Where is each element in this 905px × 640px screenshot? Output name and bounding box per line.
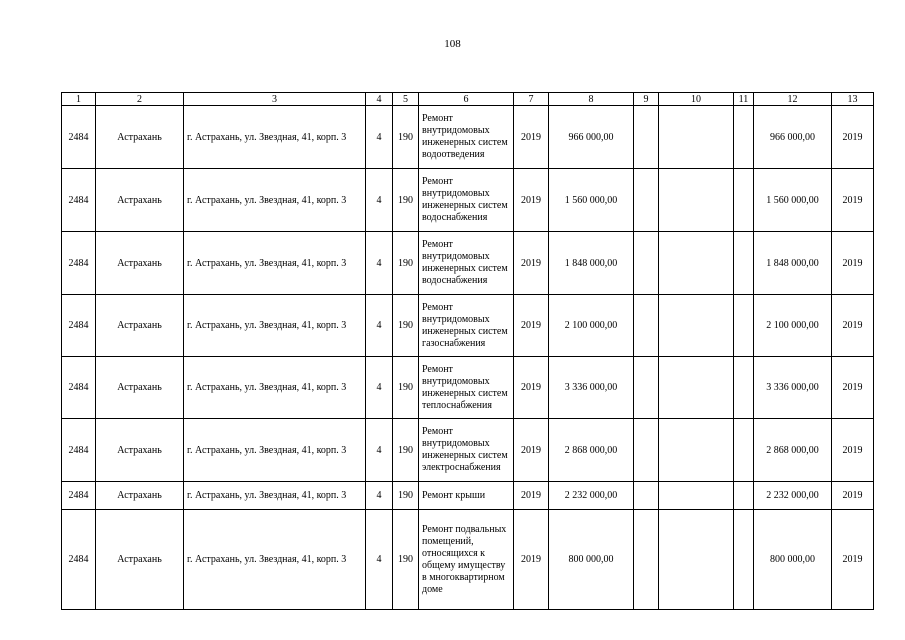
cell-col10 xyxy=(659,419,734,482)
cell-city: Астрахань xyxy=(96,232,184,295)
cell-col11 xyxy=(734,510,754,610)
cell-col13: 2019 xyxy=(832,482,874,510)
cell-col5: 190 xyxy=(393,232,419,295)
cell-col5: 190 xyxy=(393,295,419,357)
cell-total: 1 848 000,00 xyxy=(549,232,634,295)
cell-col9 xyxy=(634,482,659,510)
cell-address: г. Астрахань, ул. Звездная, 41, корп. 3 xyxy=(184,482,366,510)
cell-id: 2484 xyxy=(62,357,96,419)
cell-city: Астрахань xyxy=(96,357,184,419)
cell-work-type: Ремонт крыши xyxy=(419,482,514,510)
cell-col5: 190 xyxy=(393,106,419,169)
cell-col5: 190 xyxy=(393,482,419,510)
cell-total: 2 100 000,00 xyxy=(549,295,634,357)
cell-col10 xyxy=(659,106,734,169)
cell-col5: 190 xyxy=(393,357,419,419)
column-number: 11 xyxy=(734,93,754,106)
cell-year: 2019 xyxy=(514,482,549,510)
cell-id: 2484 xyxy=(62,510,96,610)
column-number: 12 xyxy=(754,93,832,106)
cell-col10 xyxy=(659,482,734,510)
cell-address: г. Астрахань, ул. Звездная, 41, корп. 3 xyxy=(184,169,366,232)
table-row xyxy=(62,510,874,610)
cell-col4: 4 xyxy=(366,510,393,610)
cell-id: 2484 xyxy=(62,419,96,482)
cell-total: 966 000,00 xyxy=(549,106,634,169)
cell-col9 xyxy=(634,106,659,169)
cell-year: 2019 xyxy=(514,106,549,169)
cell-city: Астрахань xyxy=(96,419,184,482)
cell-col11 xyxy=(734,419,754,482)
table-row xyxy=(62,232,874,295)
column-number: 10 xyxy=(659,93,734,106)
cell-address: г. Астрахань, ул. Звездная, 41, корп. 3 xyxy=(184,419,366,482)
cell-col10 xyxy=(659,169,734,232)
cell-id: 2484 xyxy=(62,482,96,510)
cell-col11 xyxy=(734,169,754,232)
cell-address: г. Астрахань, ул. Звездная, 41, корп. 3 xyxy=(184,232,366,295)
cell-col11 xyxy=(734,232,754,295)
cell-col12: 800 000,00 xyxy=(754,510,832,610)
cell-work-type: Ремонт внутридомовых инженерных систем теплоснабжения xyxy=(419,357,514,419)
cell-col9 xyxy=(634,510,659,610)
cell-col9 xyxy=(634,169,659,232)
column-number: 4 xyxy=(366,93,393,106)
cell-col13: 2019 xyxy=(832,169,874,232)
column-number: 7 xyxy=(514,93,549,106)
cell-total: 2 232 000,00 xyxy=(549,482,634,510)
table-row xyxy=(62,295,874,357)
cell-col12: 2 232 000,00 xyxy=(754,482,832,510)
column-number: 5 xyxy=(393,93,419,106)
cell-year: 2019 xyxy=(514,510,549,610)
cell-col13: 2019 xyxy=(832,295,874,357)
cell-col10 xyxy=(659,510,734,610)
cell-id: 2484 xyxy=(62,232,96,295)
cell-col4: 4 xyxy=(366,357,393,419)
cell-city: Астрахань xyxy=(96,106,184,169)
cell-address: г. Астрахань, ул. Звездная, 41, корп. 3 xyxy=(184,106,366,169)
cell-col11 xyxy=(734,357,754,419)
cell-id: 2484 xyxy=(62,169,96,232)
cell-col9 xyxy=(634,419,659,482)
cell-year: 2019 xyxy=(514,419,549,482)
cell-year: 2019 xyxy=(514,357,549,419)
cell-year: 2019 xyxy=(514,169,549,232)
table-row xyxy=(62,482,874,510)
cell-col11 xyxy=(734,295,754,357)
cell-address: г. Астрахань, ул. Звездная, 41, корп. 3 xyxy=(184,295,366,357)
cell-col12: 2 100 000,00 xyxy=(754,295,832,357)
table-row xyxy=(62,357,874,419)
cell-id: 2484 xyxy=(62,295,96,357)
cell-work-type: Ремонт внутридомовых инженерных систем водоснабжения xyxy=(419,232,514,295)
register-table xyxy=(61,92,874,610)
cell-address: г. Астрахань, ул. Звездная, 41, корп. 3 xyxy=(184,510,366,610)
column-number: 9 xyxy=(634,93,659,106)
cell-col12: 2 868 000,00 xyxy=(754,419,832,482)
table-row xyxy=(62,169,874,232)
cell-col10 xyxy=(659,295,734,357)
cell-col11 xyxy=(734,106,754,169)
cell-col13: 2019 xyxy=(832,419,874,482)
cell-col9 xyxy=(634,232,659,295)
cell-col12: 1 848 000,00 xyxy=(754,232,832,295)
cell-col13: 2019 xyxy=(832,510,874,610)
cell-year: 2019 xyxy=(514,295,549,357)
column-number: 3 xyxy=(184,93,366,106)
cell-col4: 4 xyxy=(366,106,393,169)
cell-col9 xyxy=(634,295,659,357)
cell-total: 800 000,00 xyxy=(549,510,634,610)
cell-col5: 190 xyxy=(393,510,419,610)
table-row xyxy=(62,106,874,169)
cell-id: 2484 xyxy=(62,106,96,169)
cell-col13: 2019 xyxy=(832,232,874,295)
column-number: 8 xyxy=(549,93,634,106)
cell-city: Астрахань xyxy=(96,295,184,357)
cell-col10 xyxy=(659,357,734,419)
cell-city: Астрахань xyxy=(96,169,184,232)
cell-work-type: Ремонт внутридомовых инженерных систем водоснабжения xyxy=(419,169,514,232)
cell-col13: 2019 xyxy=(832,357,874,419)
column-number: 2 xyxy=(96,93,184,106)
cell-work-type: Ремонт внутридомовых инженерных систем электроснабжения xyxy=(419,419,514,482)
column-number: 13 xyxy=(832,93,874,106)
cell-col10 xyxy=(659,232,734,295)
cell-total: 3 336 000,00 xyxy=(549,357,634,419)
column-number: 6 xyxy=(419,93,514,106)
cell-col12: 1 560 000,00 xyxy=(754,169,832,232)
cell-total: 1 560 000,00 xyxy=(549,169,634,232)
cell-col11 xyxy=(734,482,754,510)
cell-work-type: Ремонт внутридомовых инженерных систем водоотведения xyxy=(419,106,514,169)
cell-city: Астрахань xyxy=(96,482,184,510)
column-number-row xyxy=(62,93,874,106)
cell-col4: 4 xyxy=(366,169,393,232)
column-number: 1 xyxy=(62,93,96,106)
cell-col5: 190 xyxy=(393,419,419,482)
cell-address: г. Астрахань, ул. Звездная, 41, корп. 3 xyxy=(184,357,366,419)
cell-col13: 2019 xyxy=(832,106,874,169)
cell-work-type: Ремонт подвальных помещений, относящихся к общему имуществу в многоквартирном доме xyxy=(419,510,514,610)
cell-city: Астрахань xyxy=(96,510,184,610)
cell-col5: 190 xyxy=(393,169,419,232)
cell-year: 2019 xyxy=(514,232,549,295)
cell-col4: 4 xyxy=(366,419,393,482)
page-number: 108 xyxy=(444,38,461,50)
cell-col4: 4 xyxy=(366,295,393,357)
cell-col4: 4 xyxy=(366,482,393,510)
cell-col12: 3 336 000,00 xyxy=(754,357,832,419)
cell-col9 xyxy=(634,357,659,419)
cell-col4: 4 xyxy=(366,232,393,295)
cell-total: 2 868 000,00 xyxy=(549,419,634,482)
cell-col12: 966 000,00 xyxy=(754,106,832,169)
table-row xyxy=(62,419,874,482)
cell-work-type: Ремонт внутридомовых инженерных систем газоснабжения xyxy=(419,295,514,357)
